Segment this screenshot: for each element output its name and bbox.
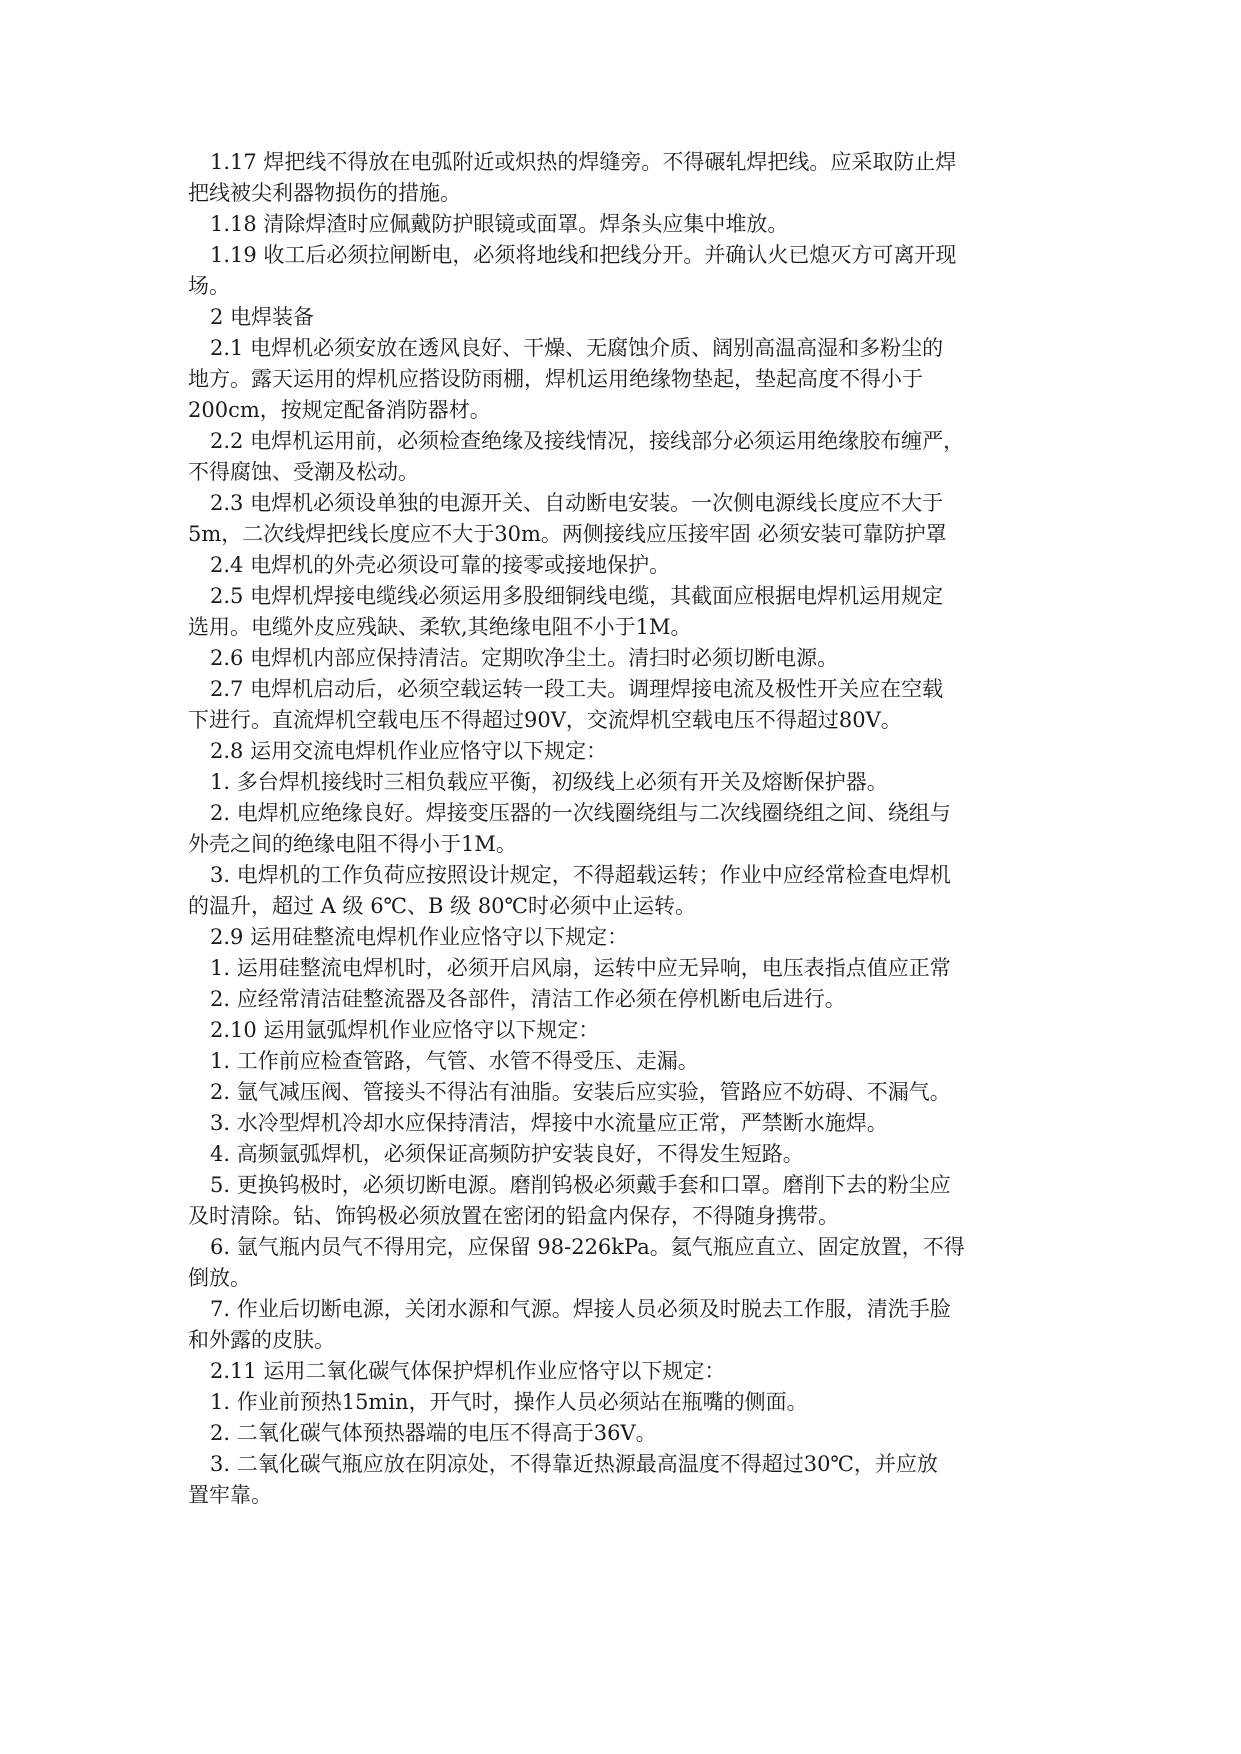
paragraph-continuation-line: 地方。露天运用的焊机应搭设防雨棚，焊机运用绝缘物垫起，垫起高度不得小于 [188,367,923,391]
paragraph-first-line: 2. 电焊机应绝缘良好。焊接变压器的一次线圈绕组与二次线圈绕组之间、绕组与 [210,801,951,825]
paragraph-first-line: 1. 工作前应检查管路，气管、水管不得受压、走漏。 [210,1049,699,1073]
paragraph-continuation-line: 的温升，超过 A 级 6℃、B 级 80℃时必须中止运转。 [188,894,697,918]
paragraph-first-line: 3. 水冷型焊机冷却水应保持清洁，焊接中水流量应正常，严禁断水施焊。 [210,1111,888,1135]
paragraph-continuation-line: 选用。电缆外皮应残缺、柔软,其绝缘电阻不小于1M。 [188,615,692,639]
paragraph [188,1356,1088,1387]
paragraph-first-line: 2. 氩气减压阀、管接头不得沾有油脂。安装后应实验，管路应不妨碍、不漏气。 [210,1080,951,1104]
paragraph-first-line: 2.8 运用交流电焊机作业应恪守以下规定： [210,739,608,763]
paragraph [188,984,1088,1015]
paragraph-first-line: 2.2 电焊机运用前，必须检查绝缘及接线情况，接线部分必须运用绝缘胶布缠严， [210,429,965,453]
paragraph-continuation-line: 倒放。 [188,1266,251,1290]
paragraph-first-line: 2 电焊装备 [210,305,315,329]
paragraph [188,860,1088,922]
paragraph [188,1015,1088,1046]
paragraph [188,1232,1088,1294]
paragraph [188,1139,1088,1170]
paragraph [188,1046,1088,1077]
paragraph-first-line: 2.5 电焊机焊接电缆线必须运用多股细铜线电缆，其截面应根据电焊机运用规定 [210,584,944,608]
paragraph-continuation-line: 和外露的皮肤。 [188,1328,335,1352]
paragraph-first-line: 6. 氩气瓶内员气不得用完，应保留 98-226kPa。氦气瓶应直立、固定放置，不得 [210,1235,965,1259]
paragraph-continuation-line: 外壳之间的绝缘电阻不得小于1M。 [188,832,517,856]
paragraph-first-line: 2. 应经常清洁硅整流器及各部件，清洁工作必须在停机断电后进行。 [210,987,846,1011]
paragraph [188,333,1088,426]
paragraph-continuation-line: 下进行。直流焊机空载电压不得超过90V，交流焊机空载电压不得超过80V。 [188,708,902,732]
paragraph-continuation-line: 及时清除。钻、饰钨极必须放置在密闭的铅盒内保存，不得随身携带。 [188,1204,839,1228]
paragraph-first-line: 1.19 收工后必须拉闸断电，必须将地线和把线分开。并确认火已熄灭方可离开现 [210,243,957,267]
paragraph [188,953,1088,984]
paragraph [188,767,1088,798]
paragraph-first-line: 2.6 电焊机内部应保持清洁。定期吹净尘土。清扫时必须切断电源。 [210,646,839,670]
paragraph-continuation-line: 200cm，按规定配备消防器材。 [188,398,491,422]
paragraph-first-line: 1. 作业前预热15min，开气时，操作人员必须站在瓶嘴的侧面。 [210,1390,808,1414]
paragraph-first-line: 1. 多台焊机接线时三相负载应平衡，初级线上必须有开关及熔断保护器。 [210,770,888,794]
paragraph [188,488,1088,550]
paragraph-first-line: 3. 二氧化碳气瓶应放在阴凉处，不得靠近热源最高温度不得超过30℃，并应放 [210,1452,938,1476]
paragraph-first-line: 2.9 运用硅整流电焊机作业应恪守以下规定： [210,925,629,949]
paragraph [188,550,1088,581]
paragraph-first-line: 2. 二氧化碳气体预热器端的电压不得高于36V。 [210,1421,657,1445]
paragraph [188,798,1088,860]
paragraph-continuation-line: 场。 [188,274,230,298]
paragraph-first-line: 2.3 电焊机必须设单独的电源开关、自动断电安装。一次侧电源线长度应不大于 [210,491,944,515]
paragraph [188,302,1088,333]
paragraph-first-line: 2.1 电焊机必须安放在透风良好、干燥、无腐蚀介质、阔别高温高湿和多粉尘的 [210,336,944,360]
paragraph [188,1077,1088,1108]
paragraph-continuation-line: 不得腐蚀、受潮及松动。 [188,460,419,484]
paragraph-continuation-line: 把线被尖利器物损伤的措施。 [188,181,461,205]
paragraph-first-line: 3. 电焊机的工作负荷应按照设计规定，不得超载运转；作业中应经常检查电焊机 [210,863,951,887]
paragraph [188,147,1088,209]
paragraph-first-line: 4. 高频氩弧焊机，必须保证高频防护安装良好，不得发生短路。 [210,1142,804,1166]
document-body [188,147,1088,1511]
paragraph-continuation-line: 置牢靠。 [188,1483,272,1507]
paragraph [188,1294,1088,1356]
paragraph [188,674,1088,736]
paragraph [188,209,1088,240]
paragraph [188,426,1088,488]
paragraph [188,1418,1088,1449]
paragraph-first-line: 2.7 电焊机启动后，必须空载运转一段工夫。调理焊接电流及极性开关应在空载 [210,677,944,701]
paragraph [188,581,1088,643]
paragraph-first-line: 1.17 焊把线不得放在电弧附近或炽热的焊缝旁。不得碾轧焊把线。应采取防止焊 [210,150,957,174]
paragraph [188,643,1088,674]
paragraph-first-line: 1. 运用硅整流电焊机时，必须开启风扇，运转中应无异响，电压表指点值应正常 [210,956,951,980]
paragraph [188,1170,1088,1232]
paragraph-first-line: 2.11 运用二氧化碳气体保护焊机作业应恪守以下规定： [210,1359,726,1383]
paragraph [188,736,1088,767]
paragraph-first-line: 2.10 运用氩弧焊机作业应恪守以下规定： [210,1018,600,1042]
paragraph-first-line: 5. 更换钨极时，必须切断电源。磨削钨极必须戴手套和口罩。磨削下去的粉尘应 [210,1173,951,1197]
paragraph [188,240,1088,302]
paragraph-first-line: 7. 作业后切断电源，关闭水源和气源。焊接人员必须及时脱去工作服，清洗手脸 [210,1297,951,1321]
paragraph-continuation-line: 5m，二次线焊把线长度应不大于30m。两侧接线应压接牢固 必须安装可靠防护罩 [188,522,947,546]
paragraph-first-line: 1.18 清除焊渣时应佩戴防护眼镜或面罩。焊条头应集中堆放。 [210,212,789,236]
paragraph [188,1108,1088,1139]
paragraph [188,922,1088,953]
paragraph-first-line: 2.4 电焊机的外壳必须设可靠的接零或接地保护。 [210,553,671,577]
paragraph [188,1387,1088,1418]
paragraph [188,1449,1088,1511]
